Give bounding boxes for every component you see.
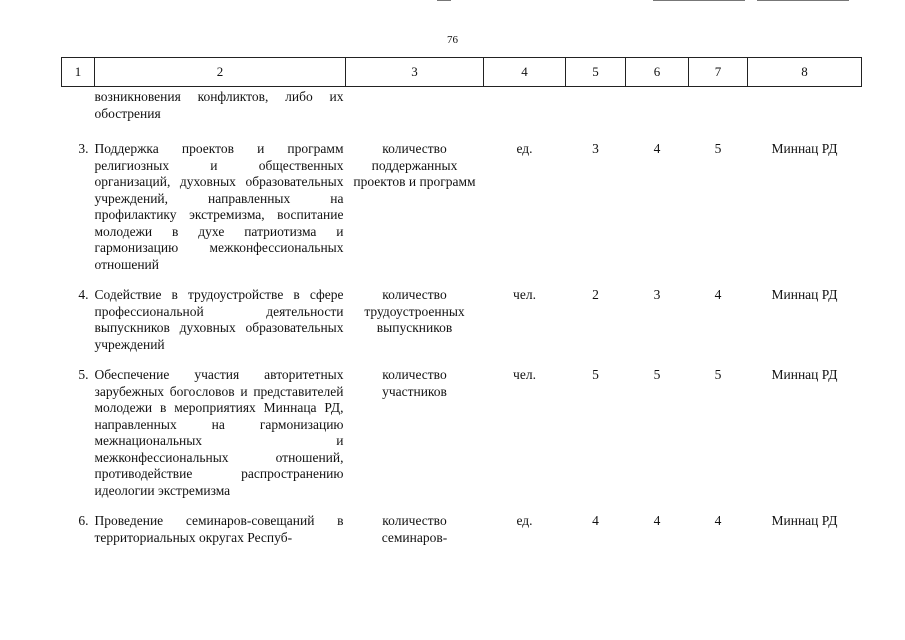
indicator-text xyxy=(346,87,484,123)
value-col-7 xyxy=(689,87,748,123)
value-col-6: 3 xyxy=(653,287,661,302)
activity-text: возникновения конфликтов, либо их обострения xyxy=(94,89,344,121)
indicator-text: количество поддержанных проектов и программ xyxy=(353,141,476,189)
executor-cell xyxy=(748,87,862,123)
value-col-5: 3 xyxy=(592,141,599,156)
value-col-5: 4 xyxy=(592,513,599,528)
table-row xyxy=(62,122,862,273)
row-number: 4. xyxy=(78,287,89,302)
unit-cell: ед. xyxy=(516,141,533,156)
value-col-6: 4 xyxy=(653,513,661,528)
header-col-7: 7 xyxy=(689,58,748,87)
scan-artifact xyxy=(757,0,849,1)
executor-cell: Миннац РД xyxy=(771,287,838,302)
scan-artifact xyxy=(437,0,451,1)
value-col-7: 5 xyxy=(714,367,722,382)
header-col-3: 3 xyxy=(346,58,484,87)
row-number: 5. xyxy=(78,367,89,382)
header-col-8: 8 xyxy=(748,58,862,87)
row-number: 3. xyxy=(78,141,89,156)
indicator-text: количество участников xyxy=(382,367,447,399)
activity-text: Обеспечение участия авторитетных зарубежных богословов и представителей молодежи в мероприятиях Миннаца РД, направленных на гармонизацию межнациональных и межконфессиональных отношений, противодействие распространению идеологии экстремизма xyxy=(94,367,344,498)
value-col-5: 5 xyxy=(592,367,599,382)
measures-table xyxy=(61,57,862,546)
activity-text: Поддержка проектов и программ религиозных и общественных организаций, духовных образовательных учреждений, направленных на профилактику экстремизма, воспитание молодежи в духе патриотизма и гармонизацию межконфессиональных отношений xyxy=(94,141,344,272)
table-row xyxy=(62,87,862,123)
value-col-5: 2 xyxy=(592,287,599,302)
unit-cell: чел. xyxy=(513,287,536,302)
header-col-4: 4 xyxy=(484,58,566,87)
activity-text: Содействие в трудоустройстве в сфере профессиональной деятельности выпускников духовных образовательных учреждений xyxy=(94,287,344,352)
indicator-text: количество трудоустроенных выпускников xyxy=(364,287,465,335)
measures-table-container xyxy=(61,57,861,546)
row-number: 6. xyxy=(78,513,89,528)
executor-cell: Миннац РД xyxy=(771,367,838,382)
header-col-1: 1 xyxy=(62,58,95,87)
header-row xyxy=(62,58,862,87)
value-col-6: 4 xyxy=(653,141,661,156)
value-col-6: 5 xyxy=(653,367,661,382)
value-col-5 xyxy=(566,87,626,123)
unit-cell xyxy=(484,87,566,123)
table-row xyxy=(62,353,862,499)
value-col-7: 5 xyxy=(714,141,722,156)
row-number xyxy=(62,87,95,123)
table-row xyxy=(62,499,862,546)
activity-text: Проведение семинаров-совещаний в территориальных округах Респуб- xyxy=(94,513,344,545)
header-col-5: 5 xyxy=(566,58,626,87)
unit-cell: чел. xyxy=(513,367,536,382)
indicator-text: количество семинаров- xyxy=(381,513,448,545)
unit-cell: ед. xyxy=(516,513,533,528)
executor-cell: Миннац РД xyxy=(771,141,838,156)
scan-artifact xyxy=(653,0,745,1)
value-col-6 xyxy=(626,87,689,123)
value-col-7: 4 xyxy=(714,287,722,302)
page-number: 76 xyxy=(447,34,458,46)
header-col-2: 2 xyxy=(95,58,346,87)
executor-cell: Миннац РД xyxy=(771,513,838,528)
value-col-7: 4 xyxy=(714,513,722,528)
table-row xyxy=(62,273,862,353)
header-col-6: 6 xyxy=(626,58,689,87)
